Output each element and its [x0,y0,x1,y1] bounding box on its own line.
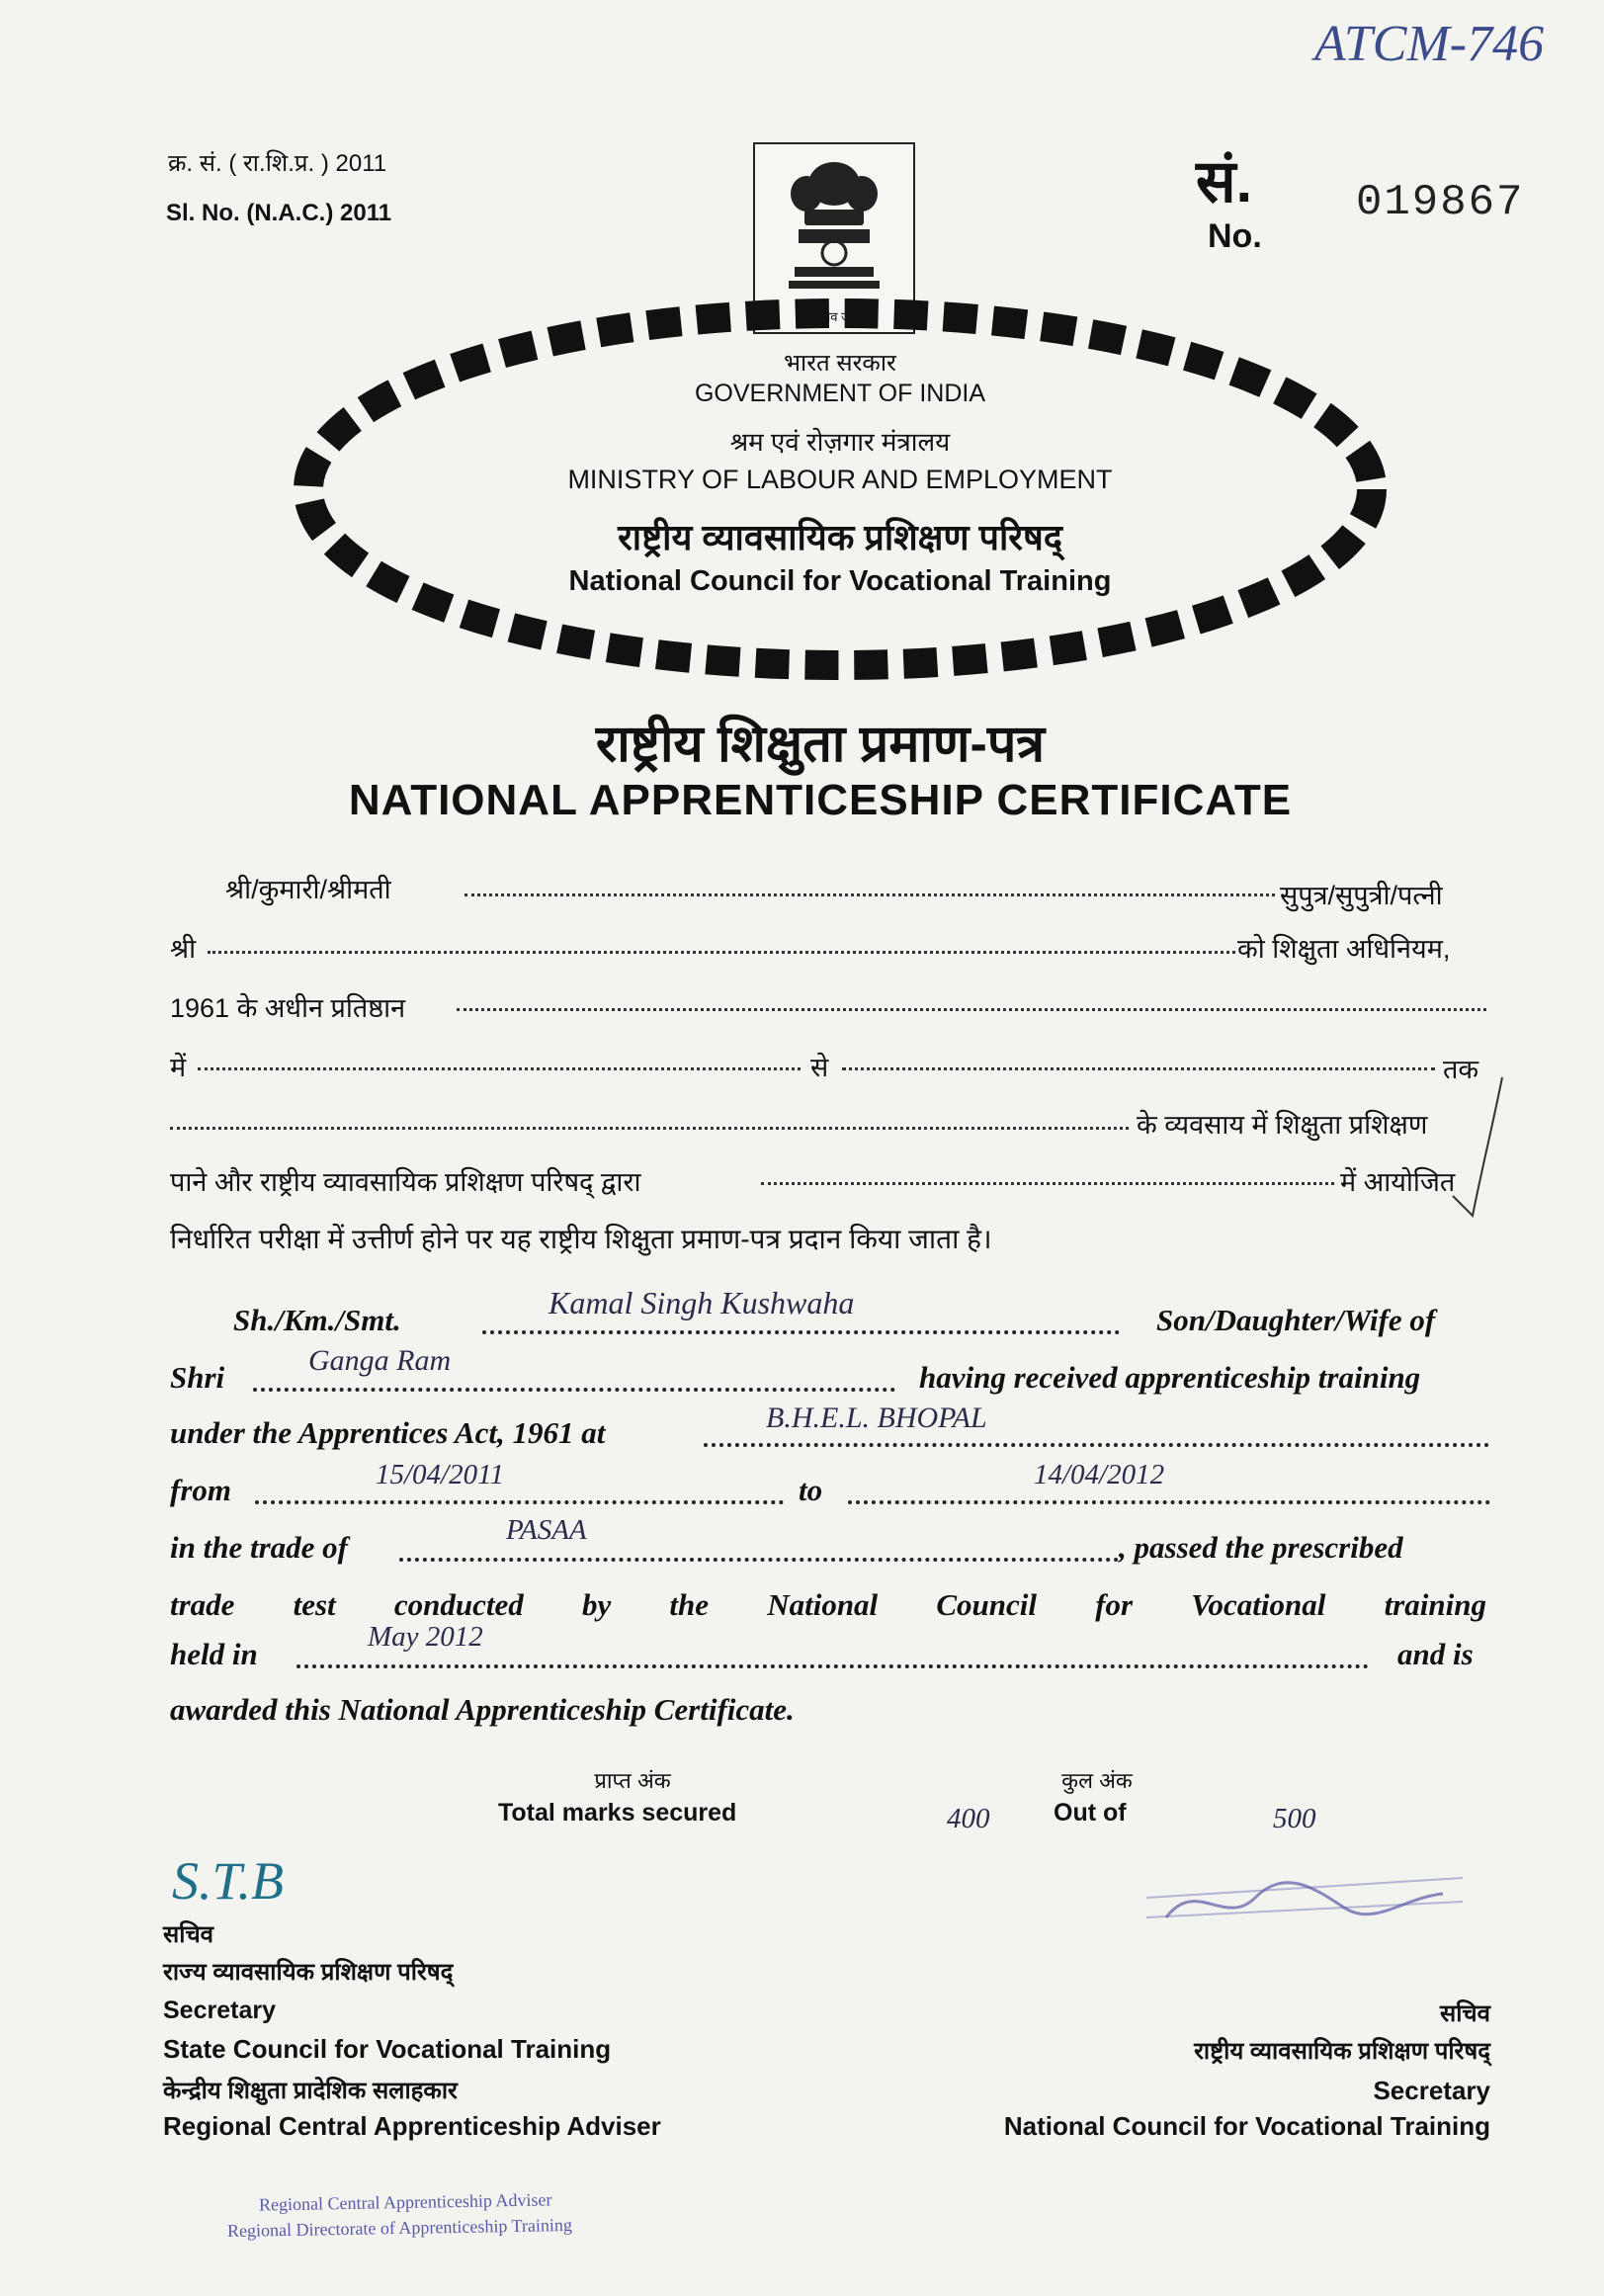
marks-secured-english: Total marks secured [498,1799,737,1827]
left-sign-l2: राज्य व्यावसायिक प्रशिक्षण परिषद् [163,1959,454,1986]
marks-secured-value: 400 [947,1803,990,1834]
hindi-line6-left: पाने और राष्ट्रीय व्यावसायिक प्रशिक्षण परिषद् द्वारा [170,1167,641,1197]
english-line1-right: Son/Daughter/Wife of [1156,1303,1436,1337]
filled-father: Ganga Ram [308,1344,452,1377]
english-line1-left: Sh./Km./Smt. [233,1303,401,1337]
council-hindi: राष्ट्रीय व्यावसायिक प्रशिक्षण परिषद् [618,517,1062,557]
hindi-line4-dots-a [198,1067,801,1070]
english-line3-left: under the Apprentices Act, 1961 at [170,1415,606,1450]
hindi-line4-mid: से [810,1053,829,1082]
english-line2-left: Shri [170,1360,225,1395]
serial-hindi-label: क्र. सं. ( रा.शि.प्र. ) 2011 [168,150,387,177]
left-sign-l6: Regional Central Apprenticeship Adviser [163,2111,661,2141]
hindi-line5-dots [170,1127,1129,1130]
no-english-label: No. [1208,217,1262,255]
hindi-line6-right: में आयोजित [1340,1167,1456,1197]
council-english: National Council for Vocational Training [568,565,1112,597]
no-hindi-label: सं. [1196,148,1253,214]
hindi-line2-right: को शिक्षुता अधिनियम, [1237,934,1451,964]
ministry-english: MINISTRY OF LABOUR AND EMPLOYMENT [567,465,1113,494]
english-line3-dots [704,1443,1489,1447]
emblem-motto: सत्यमेव जयते [802,309,866,324]
hindi-line3-dots [457,1008,1486,1011]
marks-total-value: 500 [1273,1803,1316,1834]
national-emblem-icon [755,144,913,312]
english-line1-dots [482,1330,1120,1334]
hindi-line5-right: के व्यवसाय में शिक्षुता प्रशिक्षण [1137,1110,1428,1140]
stamp-line1: Regional Central Apprenticeship Adviser [258,2189,552,2215]
ministry-hindi: श्रम एवं रोज़गार मंत्रालय [729,427,951,457]
left-sign-l3: Secretary [163,1997,276,2024]
english-line6-word: the [669,1587,710,1622]
right-signature-stamp-icon [1127,1858,1482,1947]
left-signature: S.T.B [172,1851,285,1911]
hindi-line4-left: में [170,1053,187,1082]
english-line4-mid: to [799,1473,823,1507]
filled-to-date: 14/04/2012 [1034,1459,1165,1490]
english-line2-dots [253,1388,895,1392]
filled-establishment: B.H.E.L. BHOPAL [766,1402,987,1434]
english-line2-right: having received apprenticeship training [919,1360,1421,1395]
english-line5-left: in the trade of [170,1530,348,1565]
english-line8: awarded this National Apprenticeship Certificate. [170,1692,795,1727]
hindi-line4-dots-b [842,1067,1435,1070]
hindi-line7: निर्धारित परीक्षा में उत्तीर्ण होने पर यह राष्ट्रीय शिक्षुता प्रमाण-पत्र प्रदान किया जाता है। [170,1224,992,1254]
english-line6-word: National [767,1587,879,1622]
english-line7-left: held in [170,1637,258,1671]
gov-hindi: भारत सरकार [784,350,896,377]
english-line6-word: Vocational [1191,1587,1326,1622]
marks-total-hindi: कुल अंक [1061,1768,1133,1793]
english-line7-dots [296,1664,1369,1668]
right-sign-l3: Secretary [1373,2076,1490,2105]
filled-trade: PASAA [506,1514,587,1546]
hindi-line4-right: तक [1443,1055,1479,1084]
title-hindi: राष्ट्रीय शिक्षुता प्रमाण-पत्र [595,716,1046,773]
english-line4-left: from [170,1473,231,1507]
marks-secured-hindi: प्राप्त अंक [594,1768,671,1793]
hindi-line1-left: श्री/कुमारी/श्रीमती [225,875,391,904]
english-line6-word: for [1095,1587,1134,1622]
english-line6-word: trade [170,1587,235,1622]
serial-english-label: Sl. No. (N.A.C.) 2011 [166,200,392,226]
check-mark-icon [1433,1067,1522,1245]
hindi-line6-dots [761,1182,1334,1185]
english-line4-dots-b [848,1500,1490,1504]
left-sign-l1: सचिव [163,1921,214,1948]
right-sign-l4: National Council for Vocational Training [1003,2111,1490,2141]
english-line6-word: Council [936,1587,1038,1622]
certificate-number: 019867 [1356,178,1525,227]
filled-held-in: May 2012 [368,1621,483,1653]
left-sign-l5: केन्द्रीय शिक्षुता प्रादेशिक सलाहकार [163,2078,458,2104]
handwritten-reference: ATCM-746 [1314,16,1545,72]
right-sign-l1: सचिव [1439,2000,1490,2027]
hindi-line2-left: श्री [170,934,197,964]
english-line6-word: test [293,1587,336,1622]
english-line5-right: , passed the prescribed [1119,1530,1403,1565]
english-line5-dots [399,1558,1119,1562]
left-sign-l4: State Council for Vocational Training [163,2034,612,2064]
english-line7-right: and is [1397,1637,1474,1671]
english-line6-word: training [1384,1587,1486,1622]
marks-total-english: Out of [1054,1799,1127,1827]
gov-english: GOVERNMENT OF INDIA [694,380,985,407]
title-english: NATIONAL APPRENTICESHIP CERTIFICATE [348,776,1293,824]
right-sign-l2: राष्ट्रीय व्यावसायिक प्रशिक्षण परिषद् [1194,2038,1490,2065]
english-line6 [170,1587,1486,1623]
hindi-line1-right: सुपुत्र/सुपुत्री/पत्नी [1280,881,1443,910]
filled-from-date: 15/04/2011 [376,1459,504,1490]
hindi-line3-left: 1961 के अधीन प्रतिष्ठान [170,993,406,1023]
filled-name: Kamal Singh Kushwaha [549,1285,855,1320]
english-line4-dots-a [255,1500,784,1504]
hindi-line2-dots [208,951,1235,954]
english-line6-word: conducted [393,1587,524,1622]
english-line6-word: by [581,1587,612,1622]
stamp-line2: Regional Directorate of Apprenticeship Training [226,2214,573,2242]
hindi-line1-dots [464,893,1275,896]
